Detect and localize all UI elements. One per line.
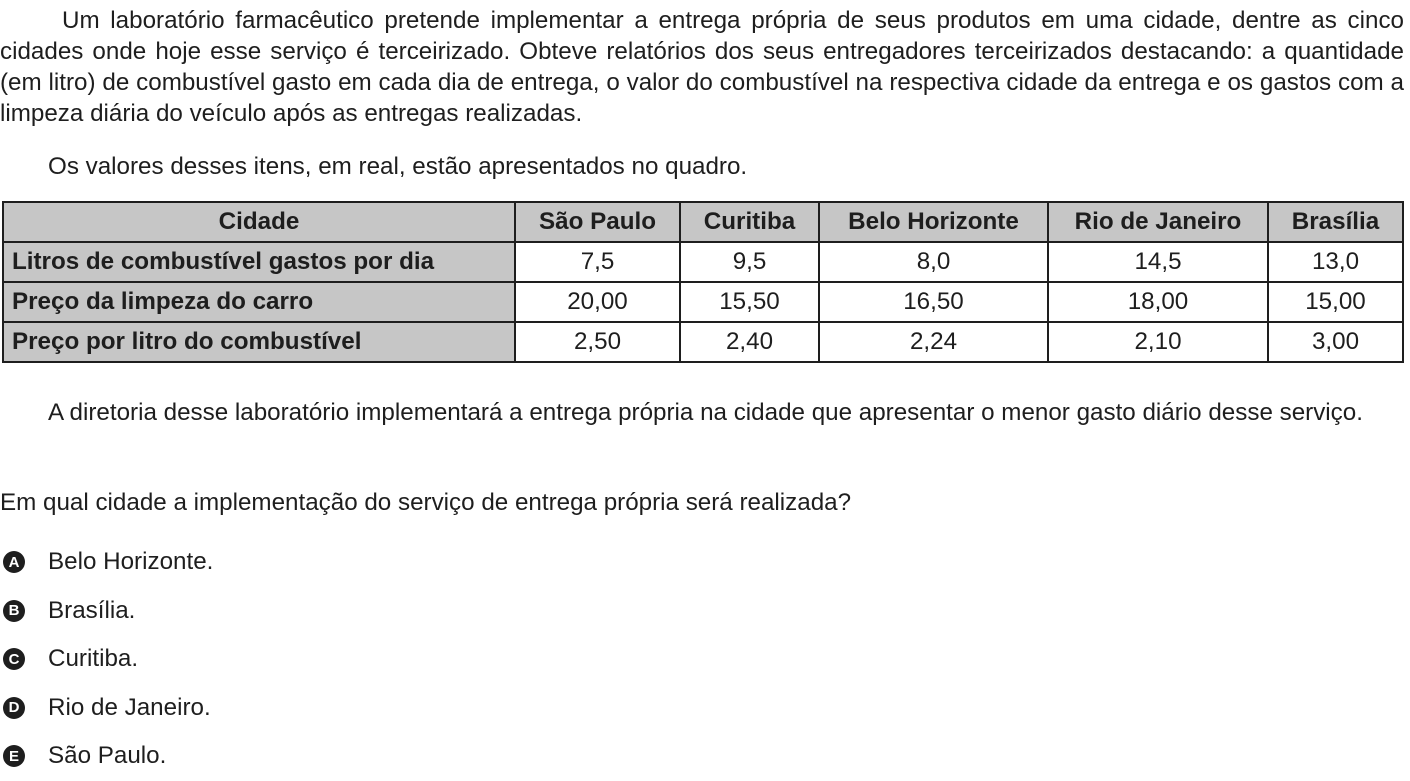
option-letter-badge: B — [3, 600, 25, 622]
table-cell: 7,5 — [515, 242, 680, 282]
column-header: Belo Horizonte — [819, 202, 1048, 242]
answer-option-b[interactable] — [0, 587, 213, 636]
question-text: Em qual cidade a implementação do serviço de entrega própria será realizada? — [0, 489, 852, 516]
table-cell: 18,00 — [1048, 282, 1268, 322]
decision-paragraph: A diretoria desse laboratório implementará a entrega própria na cidade que apresentar o menor gasto diário desse serviço. — [48, 399, 1363, 426]
option-text: Rio de Janeiro. — [48, 693, 211, 721]
column-header: Cidade — [3, 202, 515, 242]
option-text: Belo Horizonte. — [48, 548, 214, 576]
data-table — [2, 201, 1404, 363]
option-letter-badge: C — [3, 648, 25, 670]
answer-option-e[interactable] — [0, 732, 213, 781]
column-header: Rio de Janeiro — [1048, 202, 1268, 242]
intro-paragraph: Um laboratório farmacêutico pretende implementar a entrega própria de seus produtos em uma cidade, dentre as cinco cidades onde hoje esse serviço é terceirizado. Obteve relatórios dos seus entregadores terceirizados destacando: a quantidade (em litro) de combustível gasto em cada dia de entrega, o valor do combustível na respectiva cidade da entrega e os gastos com a limpeza diária do veículo após as entregas realizadas. — [0, 7, 1404, 127]
table-row — [3, 322, 1403, 362]
table-cell: 8,0 — [819, 242, 1048, 282]
option-letter-badge: E — [3, 745, 25, 767]
table-cell: 15,50 — [680, 282, 819, 322]
option-letter-badge: A — [3, 551, 25, 573]
table-cell: 20,00 — [515, 282, 680, 322]
answer-option-c[interactable] — [0, 635, 213, 684]
table-intro-paragraph: Os valores desses itens, em real, estão apresentados no quadro. — [48, 153, 748, 180]
option-text: Curitiba. — [48, 645, 139, 673]
table-cell: 2,10 — [1048, 322, 1268, 362]
answer-option-d[interactable] — [0, 684, 213, 733]
table-cell: 14,5 — [1048, 242, 1268, 282]
table-cell: 16,50 — [819, 282, 1048, 322]
row-header: Litros de combustível gastos por dia — [3, 242, 515, 282]
table-cell: 9,5 — [680, 242, 819, 282]
column-header: Brasília — [1268, 202, 1403, 242]
table-cell: 2,50 — [515, 322, 680, 362]
row-header: Preço por litro do combustível — [3, 322, 515, 362]
table-cell: 3,00 — [1268, 322, 1403, 362]
column-header: Curitiba — [680, 202, 819, 242]
table-header-row — [3, 202, 1403, 242]
column-header: São Paulo — [515, 202, 680, 242]
answer-options — [0, 538, 213, 781]
row-header: Preço da limpeza do carro — [3, 282, 515, 322]
table-cell: 2,40 — [680, 322, 819, 362]
table-row — [3, 282, 1403, 322]
table-cell: 13,0 — [1268, 242, 1403, 282]
option-text: Brasília. — [48, 596, 136, 624]
option-letter-badge: D — [3, 697, 25, 719]
table-row — [3, 242, 1403, 282]
table-cell: 15,00 — [1268, 282, 1403, 322]
option-text: São Paulo. — [48, 742, 167, 770]
answer-option-a[interactable] — [0, 538, 213, 587]
table-cell: 2,24 — [819, 322, 1048, 362]
